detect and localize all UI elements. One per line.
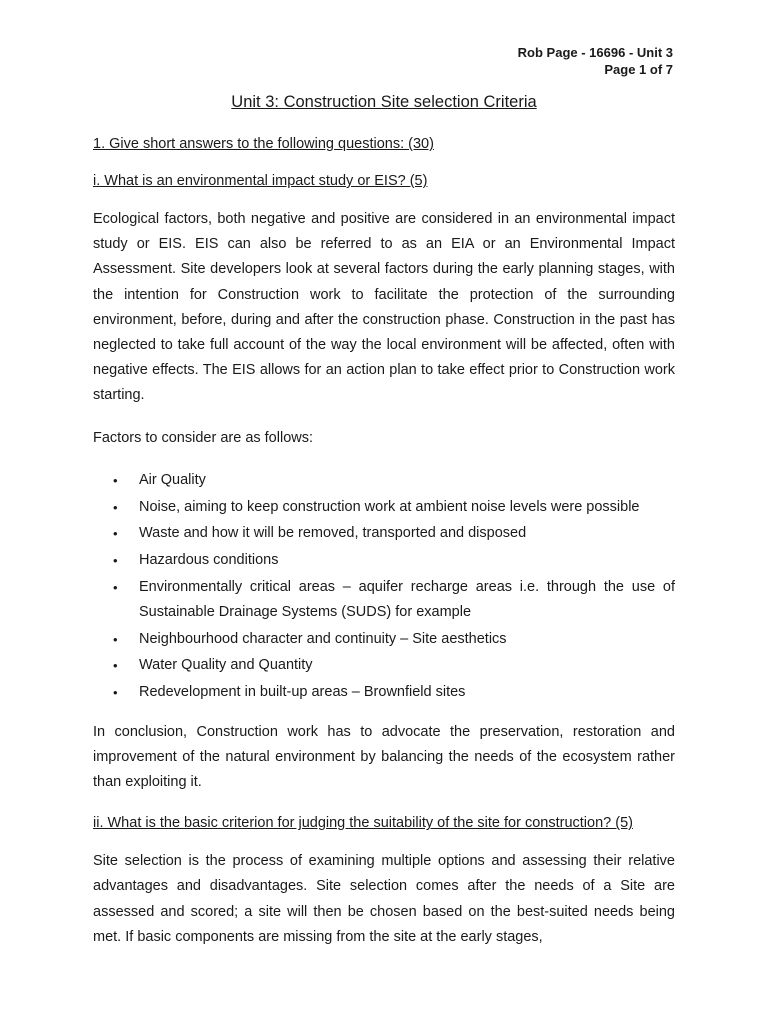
- bullet-icon: •: [113, 658, 118, 674]
- list-item: [93, 495, 675, 521]
- bullet-icon: •: [113, 552, 118, 568]
- list-item-text: Waste and how it will be removed, transported and disposed: [139, 525, 527, 542]
- factors-list: [93, 468, 675, 706]
- list-item: [93, 548, 675, 574]
- list-item-text: Air Quality: [139, 471, 206, 488]
- section-1-heading: 1. Give short answers to the following questions: (30): [93, 136, 434, 152]
- bullet-icon: •: [113, 499, 118, 515]
- list-item-text: Redevelopment in built-up areas – Brownfield sites: [139, 684, 466, 701]
- bullet-icon: •: [113, 631, 118, 647]
- list-item: [93, 653, 675, 679]
- factors-intro: Factors to consider are as follows:: [93, 429, 314, 446]
- list-item-text: Water Quality and Quantity: [139, 657, 313, 674]
- list-item: [93, 521, 675, 547]
- question-1-conclusion: In conclusion, Construction work has to advocate the preservation, restoration and improvement of the natural environment by balancing the needs of the ecosystem rather than exploiting it.: [93, 723, 675, 791]
- list-item: [93, 627, 675, 653]
- question-2-heading: ii. What is the basic criterion for judging the suitability of the site for construction? (5): [93, 815, 633, 832]
- document-title: Unit 3: Construction Site selection Criteria: [231, 93, 537, 111]
- bullet-icon: •: [113, 472, 118, 488]
- list-item: [93, 468, 675, 494]
- list-item-text: Environmentally critical areas – aquifer recharge areas i.e. through the use of Sustainable Drainage Systems (SUDS) for example: [139, 578, 675, 621]
- bullet-icon: •: [113, 579, 118, 595]
- question-1-answer: Ecological factors, both negative and positive are considered in an environmental impact study or EIS. EIS can also be referred to as an EIA or an Environmental Impact Assessment. Site developers look at several factors during the early planning stages, with the intention for Construction work to facilitate the protection of the surrounding environment, before, during and after the construction phase. Construction in the past has neglected to take full account of the way the local environment will be affected, often with negative effects. The EIS allows for an action plan to take effect prior to Construction work starting.: [93, 211, 675, 404]
- bullet-icon: •: [113, 685, 118, 701]
- page-header: [518, 44, 673, 78]
- list-item: [93, 680, 675, 706]
- header-author-unit: Rob Page - 16696 - Unit 3: [517, 45, 673, 60]
- document-body: [93, 133, 675, 967]
- question-1-heading: i. What is an environmental impact study or EIS? (5): [93, 173, 428, 189]
- header-page-number: Page 1 of 7: [604, 62, 673, 77]
- list-item-text: Hazardous conditions: [139, 551, 279, 568]
- question-2-answer: Site selection is the process of examining multiple options and assessing their relative advantages and disadvantages. Site selection comes after the needs of a Site are assessed and scored; a site will then be chosen based on the best-suited needs being met. If basic components are missing from the site at the early stages,: [93, 853, 675, 945]
- list-item-text: Neighbourhood character and continuity – Site aesthetics: [139, 630, 507, 647]
- list-item-text: Noise, aiming to keep construction work at ambient noise levels were possible: [139, 498, 640, 515]
- list-item: [93, 575, 675, 626]
- bullet-icon: •: [113, 526, 118, 542]
